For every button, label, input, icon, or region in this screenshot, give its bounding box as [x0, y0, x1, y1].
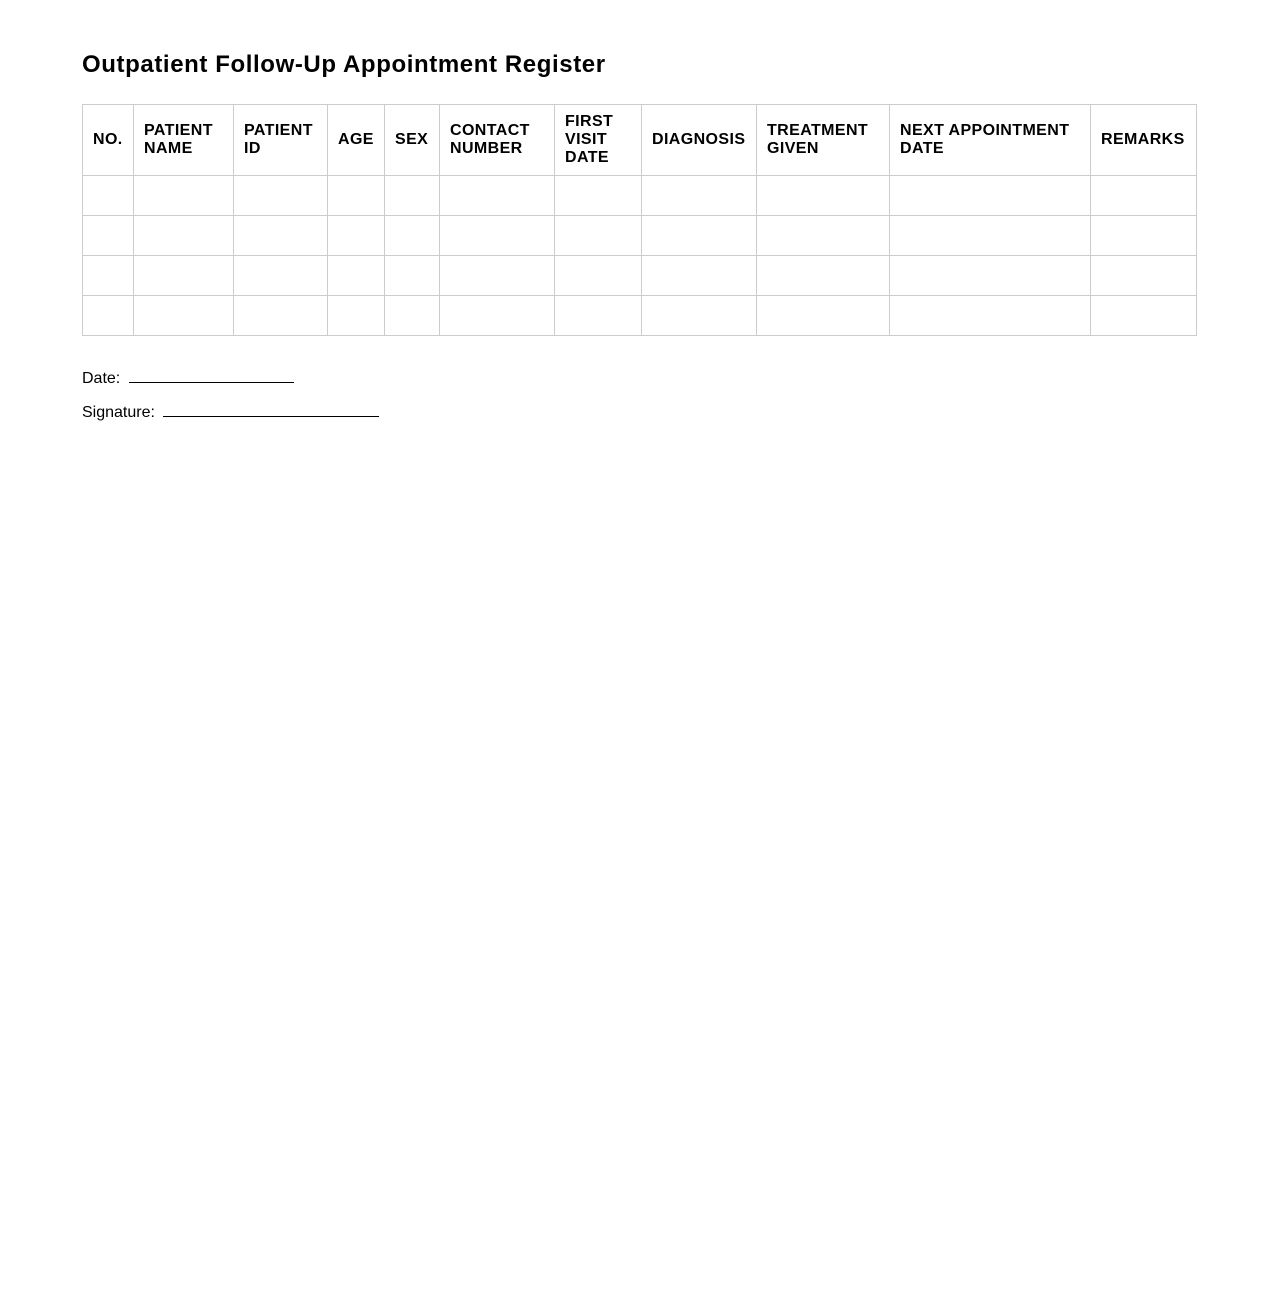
table-cell[interactable] — [440, 176, 555, 216]
column-header-age: AGE — [328, 105, 385, 176]
table-cell[interactable] — [385, 256, 440, 296]
table-cell[interactable] — [555, 256, 642, 296]
table-cell[interactable] — [328, 296, 385, 336]
table-cell[interactable] — [134, 256, 234, 296]
table-cell[interactable] — [890, 216, 1091, 256]
table-cell[interactable] — [83, 216, 134, 256]
column-header-next-appointment-date: NEXT APPOINTMENT DATE — [890, 105, 1091, 176]
page-title: Outpatient Follow-Up Appointment Register — [82, 51, 606, 78]
column-header-first-visit-date: FIRST VISIT DATE — [555, 105, 642, 176]
table-header-row — [83, 105, 1197, 176]
column-header-diagnosis: DIAGNOSIS — [642, 105, 757, 176]
table-cell[interactable] — [134, 296, 234, 336]
table-cell[interactable] — [440, 216, 555, 256]
table-row — [83, 296, 1197, 336]
signature-blank-line[interactable] — [163, 402, 379, 417]
table-cell[interactable] — [555, 296, 642, 336]
table-row — [83, 176, 1197, 216]
column-header-remarks: REMARKS — [1091, 105, 1197, 176]
table-cell[interactable] — [234, 256, 328, 296]
table-cell[interactable] — [234, 176, 328, 216]
table-cell[interactable] — [328, 176, 385, 216]
column-header-patient-id: PATIENT ID — [234, 105, 328, 176]
table-cell[interactable] — [328, 256, 385, 296]
column-header-patient-name: PATIENT NAME — [134, 105, 234, 176]
table-cell[interactable] — [642, 176, 757, 216]
table-cell[interactable] — [328, 216, 385, 256]
signature-label: Signature: — [82, 404, 155, 421]
table-cell[interactable] — [385, 296, 440, 336]
column-header-no: NO. — [83, 105, 134, 176]
table-row — [83, 256, 1197, 296]
table-cell[interactable] — [83, 256, 134, 296]
table-cell[interactable] — [757, 256, 890, 296]
table-cell[interactable] — [890, 296, 1091, 336]
table-cell[interactable] — [642, 296, 757, 336]
table-cell[interactable] — [1091, 216, 1197, 256]
column-header-treatment-given: TREATMENT GIVEN — [757, 105, 890, 176]
table-cell[interactable] — [134, 176, 234, 216]
column-header-sex: SEX — [385, 105, 440, 176]
column-header-contact-number: CONTACT NUMBER — [440, 105, 555, 176]
date-blank-line[interactable] — [129, 368, 294, 383]
table-row — [83, 216, 1197, 256]
table-cell[interactable] — [757, 176, 890, 216]
table-cell[interactable] — [555, 216, 642, 256]
table-cell[interactable] — [890, 176, 1091, 216]
table-cell[interactable] — [642, 256, 757, 296]
table-cell[interactable] — [1091, 256, 1197, 296]
signature-field — [82, 402, 379, 422]
table-cell[interactable] — [890, 256, 1091, 296]
appointment-register-table — [82, 104, 1197, 336]
table-cell[interactable] — [1091, 176, 1197, 216]
table-cell[interactable] — [1091, 296, 1197, 336]
table-cell[interactable] — [234, 216, 328, 256]
table-body — [83, 176, 1197, 336]
table-cell[interactable] — [83, 296, 134, 336]
table-cell[interactable] — [757, 216, 890, 256]
table-cell[interactable] — [555, 176, 642, 216]
table-cell[interactable] — [440, 296, 555, 336]
table-cell[interactable] — [757, 296, 890, 336]
date-field — [82, 368, 294, 388]
table-cell[interactable] — [134, 216, 234, 256]
date-label: Date: — [82, 370, 121, 387]
table-cell[interactable] — [385, 176, 440, 216]
table-cell[interactable] — [642, 216, 757, 256]
table-cell[interactable] — [83, 176, 134, 216]
table-cell[interactable] — [385, 216, 440, 256]
table-cell[interactable] — [234, 296, 328, 336]
table-cell[interactable] — [440, 256, 555, 296]
